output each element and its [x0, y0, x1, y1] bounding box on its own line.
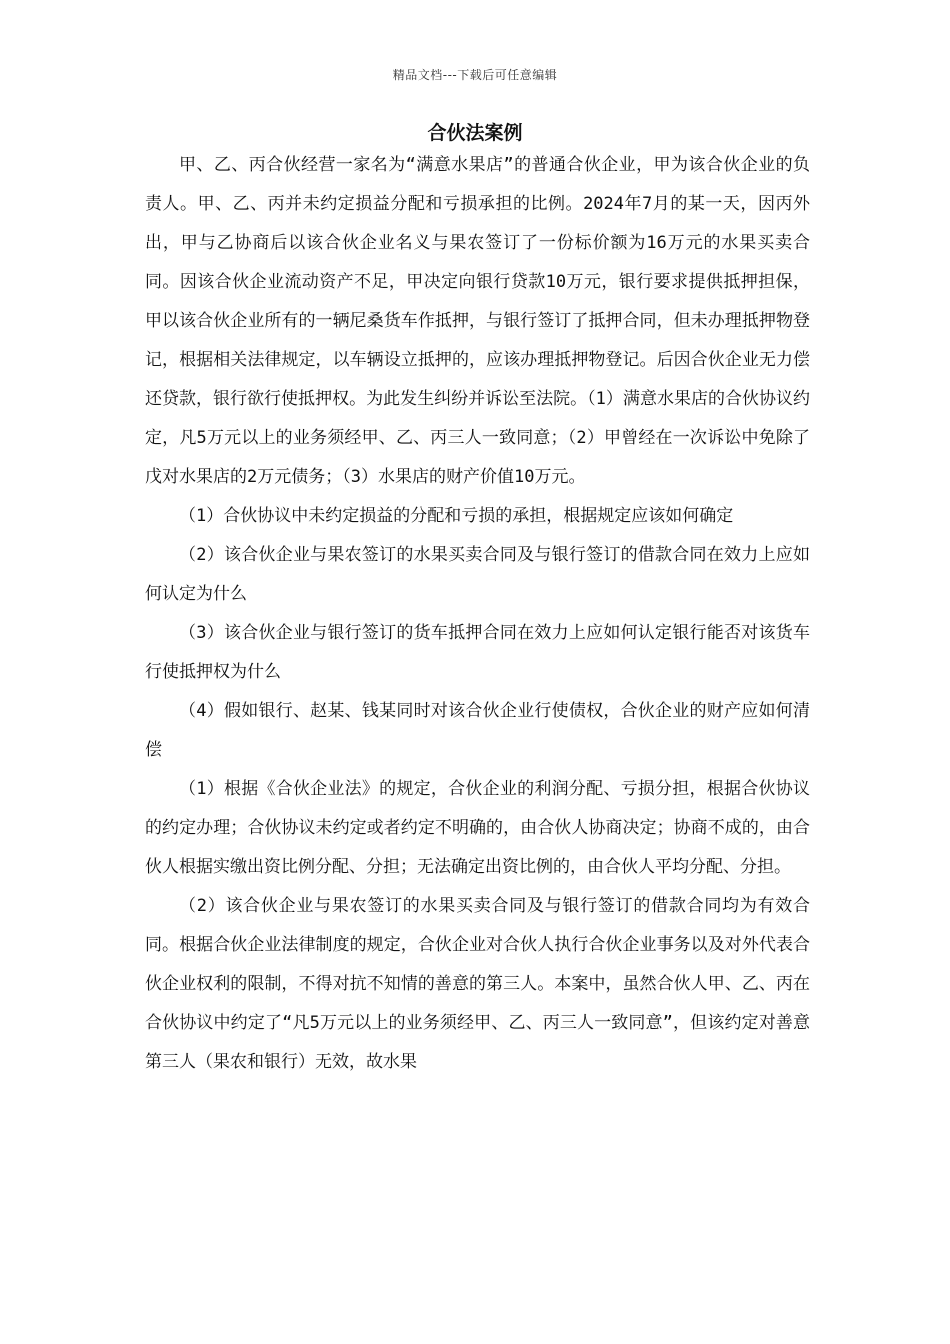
answer-1: （1）根据《合伙企业法》的规定，合伙企业的利润分配、亏损分担，根据合伙协议的约定办理；合伙协议未约定或者约定不明确的，由合伙人协商决定；协商不成的，由合伙人根据实缴出资比例分配、分担；无法确定出资比例的，由合伙人平均分配、分担。: [145, 779, 810, 877]
case-paragraph: 甲、乙、丙合伙经营一家名为“满意水果店”的普通合伙企业，甲为该合伙企业的负责人。甲、乙、丙并未约定损益分配和亏损承担的比例。2024年7月的某一天，因丙外出，甲与乙协商后以该合伙企业名义与果农签订了一份标价额为16万元的水果买卖合同。因该合伙企业流动资产不足，甲决定向银行贷款10万元，银行要求提供抵押担保，甲以该合伙企业所有的一辆尼桑货车作抵押，与银行签订了抵押合同，但未办理抵押物登记，根据相关法律规定，以车辆设立抵押的，应该办理抵押物登记。后因合伙企业无力偿还贷款，银行欲行使抵押权。为此发生纠纷并诉讼至法院。（1）满意水果店的合伙协议约定，凡5万元以上的业务须经甲、乙、丙三人一致同意；（2）甲曾经在一次诉讼中免除了戊对水果店的2万元债务；（3）水果店的财产价值10万元。: [145, 155, 810, 487]
question-3: （3）该合伙企业与银行签订的货车抵押合同在效力上应如何认定银行能否对该货车行使抵押权为什么: [145, 623, 810, 682]
document-body: [145, 146, 810, 1082]
answer-2: （2）该合伙企业与果农签订的水果买卖合同及与银行签订的借款合同均为有效合同。根据合伙企业法律制度的规定，合伙企业对合伙人执行合伙企业事务以及对外代表合伙企业权利的限制，不得对抗不知情的善意的第三人。本案中，虽然合伙人甲、乙、丙在合伙协议中约定了“凡5万元以上的业务须经甲、乙、丙三人一致同意”，但该约定对善意第三人（果农和银行）无效，故水果: [145, 896, 810, 1072]
question-4: （4）假如银行、赵某、钱某同时对该合伙企业行使债权，合伙企业的财产应如何清偿: [145, 701, 810, 760]
document-title: 合伙法案例: [427, 122, 523, 144]
question-2: （2）该合伙企业与果农签订的水果买卖合同及与银行签订的借款合同在效力上应如何认定为什么: [145, 545, 810, 604]
question-1: （1）合伙协议中未约定损益的分配和亏损的承担，根据规定应该如何确定: [179, 506, 734, 526]
page-header: 精品文档---下载后可任意编辑: [392, 68, 558, 82]
